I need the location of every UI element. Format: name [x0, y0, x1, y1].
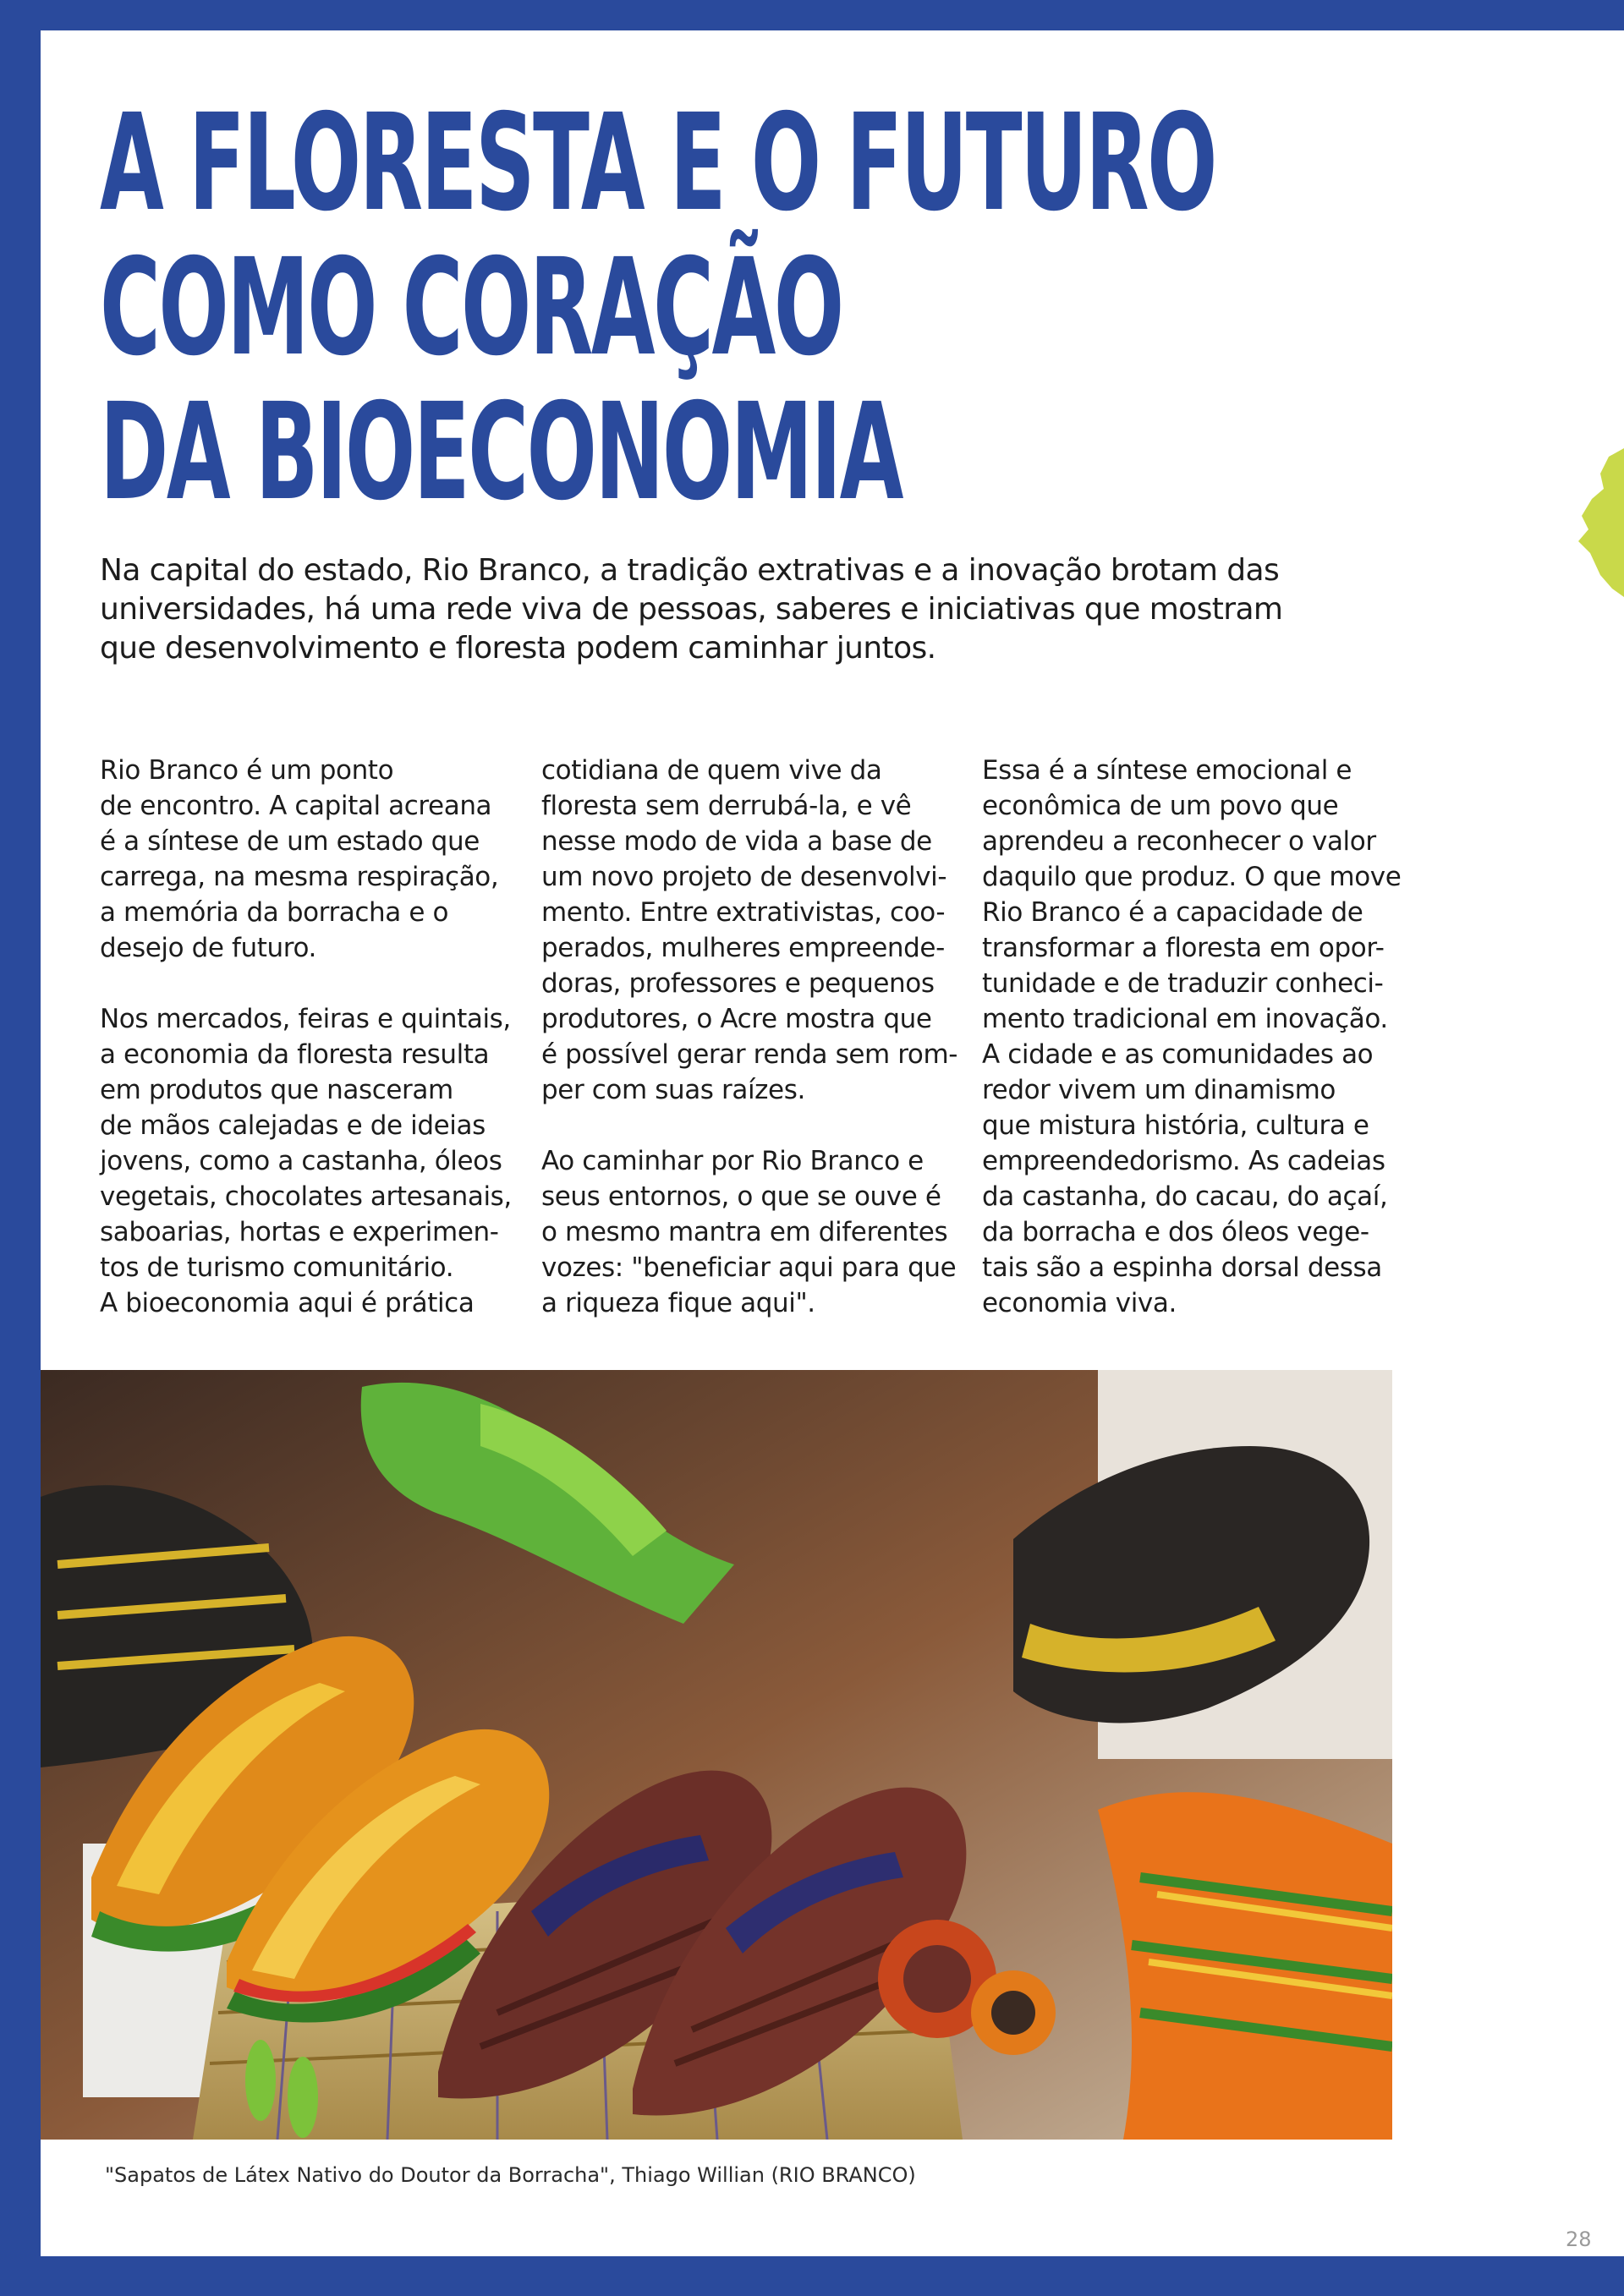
body-column-2 — [541, 753, 981, 1321]
body-line: saboarias, hortas e experimen- — [100, 1217, 499, 1247]
lead-line: Na capital do estado, Rio Branco, a tradição extrativas e a inovação brotam das — [100, 553, 1280, 588]
body-column-1 — [100, 753, 540, 1321]
body-line: da borracha e dos óleos vege- — [982, 1217, 1369, 1247]
body-line: nesse modo de vida a base de — [541, 826, 932, 857]
body-line: produtores, o Acre mostra que — [541, 1004, 932, 1034]
body-line: jovens, como a castanha, óleos — [100, 1146, 502, 1176]
title-line-2: COMO CORAÇÃO — [100, 230, 842, 386]
lead-paragraph — [100, 551, 1326, 668]
body-line: a economia da floresta resulta — [100, 1039, 490, 1070]
body-line: tos de turismo comunitário. — [100, 1252, 454, 1283]
title-line-3: DA BIOECONOMIA — [100, 375, 902, 530]
body-line: aprendeu a reconhecer o valor — [982, 826, 1376, 857]
body-line: A bioeconomia aqui é prática — [100, 1288, 475, 1318]
body-line: Essa é a síntese emocional e — [982, 755, 1352, 786]
body-line: da castanha, do cacau, do açaí, — [982, 1181, 1388, 1212]
lead-line: universidades, há uma rede viva de pessoas, saberes e iniciativas que mostram — [100, 592, 1283, 627]
body-line: perados, mulheres empreende- — [541, 933, 945, 963]
body-line: econômica de um povo que — [982, 791, 1339, 821]
body-line: carrega, na mesma respiração, — [100, 862, 499, 892]
body-line: a memória da borracha e o — [100, 897, 449, 928]
body-line: vegetais, chocolates artesanais, — [100, 1181, 512, 1212]
title-line-1: A FLORESTA E O FUTURO — [100, 85, 1215, 241]
body-line: economia viva. — [982, 1288, 1177, 1318]
body-line: Rio Branco é um ponto — [100, 755, 394, 786]
body-line: Ao caminhar por Rio Branco e — [541, 1146, 924, 1176]
body-line: A cidade e as comunidades ao — [982, 1039, 1374, 1070]
body-line: a riqueza fique aqui". — [541, 1288, 815, 1318]
article-title — [100, 85, 1215, 530]
body-column-3 — [982, 753, 1422, 1321]
article-photo-latex-shoes — [41, 1370, 1392, 2140]
body-line: de encontro. A capital acreana — [100, 791, 492, 821]
body-line: Rio Branco é a capacidade de — [982, 897, 1363, 928]
body-line: o mesmo mantra em diferentes — [541, 1217, 948, 1247]
body-line: per com suas raízes. — [541, 1075, 805, 1105]
body-line: desejo de futuro. — [100, 933, 316, 963]
body-line: doras, professores e pequenos — [541, 968, 935, 999]
paragraph-gap — [100, 966, 540, 1001]
body-line: empreendedorismo. As cadeias — [982, 1146, 1385, 1176]
top-border-bar — [0, 0, 1624, 30]
body-line: cotidiana de quem vive da — [541, 755, 882, 786]
body-line: vozes: "beneficiar aqui para que — [541, 1252, 957, 1283]
leaf-decoration — [1575, 448, 1624, 600]
body-line: tais são a espinha dorsal dessa — [982, 1252, 1382, 1283]
body-line: mento tradicional em inovação. — [982, 1004, 1388, 1034]
body-line: que mistura história, cultura e — [982, 1110, 1369, 1141]
body-line: é a síntese de um estado que — [100, 826, 480, 857]
body-line: daquilo que produz. O que move — [982, 862, 1402, 892]
body-line: floresta sem derrubá-la, e vê — [541, 791, 912, 821]
photo-caption: "Sapatos de Látex Nativo do Doutor da Borracha", Thiago Willian (RIO BRANCO) — [105, 2163, 916, 2187]
left-border-bar — [0, 0, 41, 2296]
body-line: tunidade e de traduzir conheci- — [982, 968, 1384, 999]
paragraph-gap — [541, 1108, 981, 1143]
body-line: Nos mercados, feiras e quintais, — [100, 1004, 511, 1034]
body-line: em produtos que nasceram — [100, 1075, 453, 1105]
lead-line: que desenvolvimento e floresta podem caminhar juntos. — [100, 631, 936, 666]
body-line: seus entornos, o que se ouve é — [541, 1181, 941, 1212]
body-line: redor vivem um dinamismo — [982, 1075, 1336, 1105]
bottom-border-bar — [0, 2256, 1624, 2296]
body-line: de mãos calejadas e de ideias — [100, 1110, 486, 1141]
body-line: é possível gerar renda sem rom- — [541, 1039, 958, 1070]
body-line: um novo projeto de desenvolvi- — [541, 862, 947, 892]
body-line: transformar a floresta em opor- — [982, 933, 1385, 963]
page-number: 28 — [1566, 2228, 1592, 2251]
body-line: mento. Entre extrativistas, coo- — [541, 897, 946, 928]
